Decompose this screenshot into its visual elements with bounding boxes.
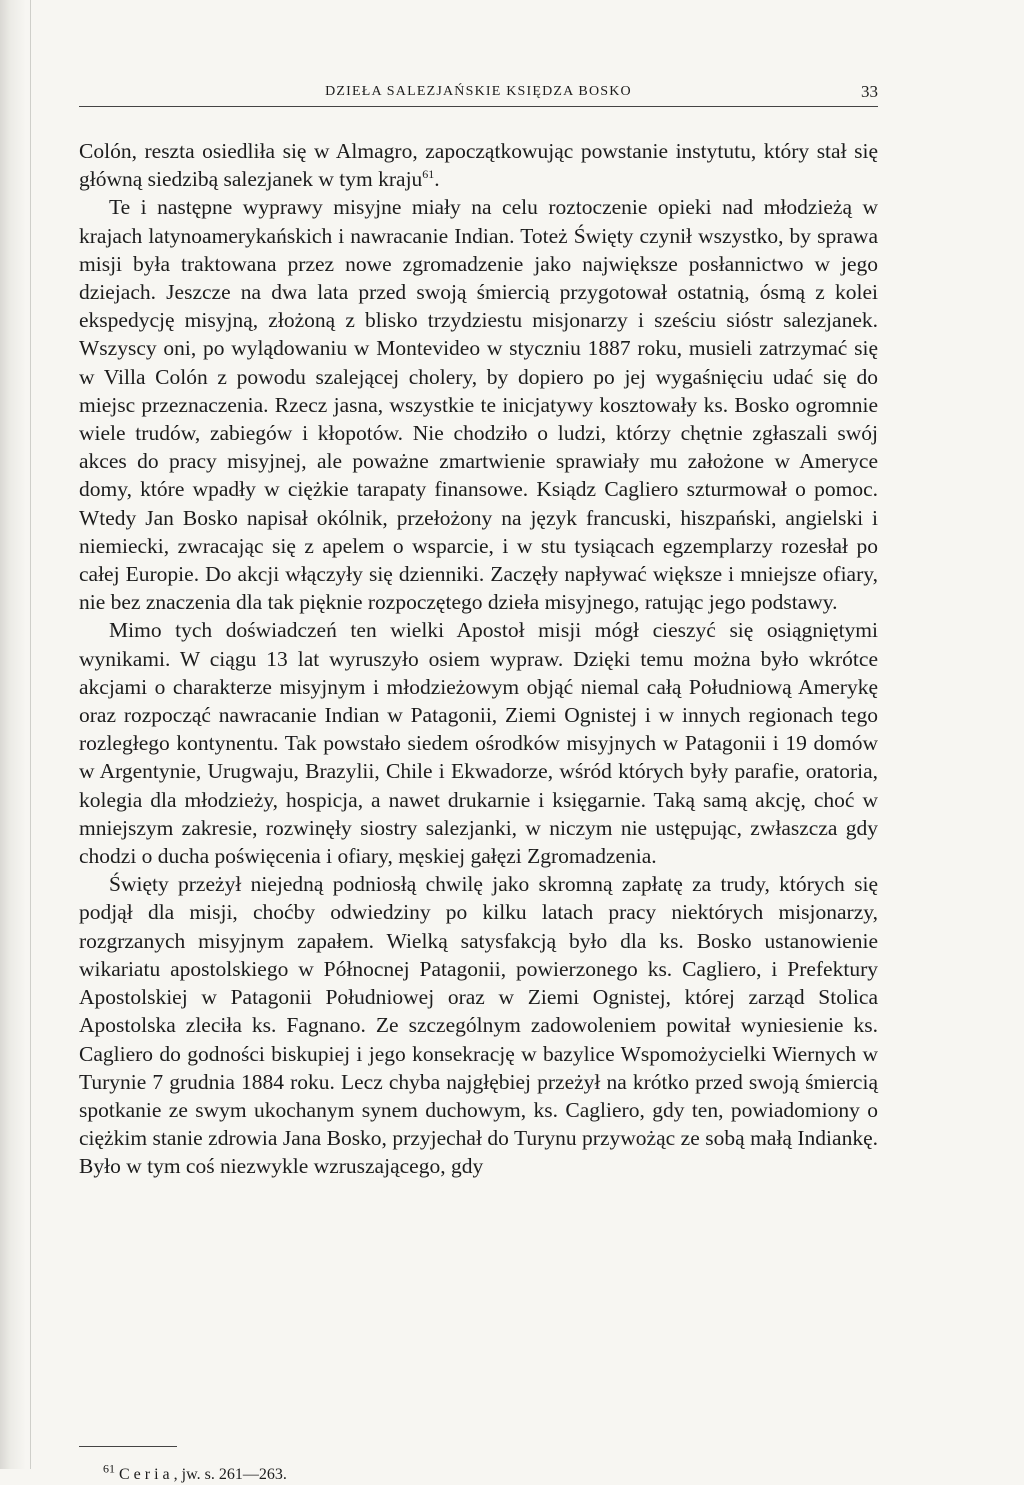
page-binding-line <box>30 0 31 1469</box>
paragraph-1 <box>79 137 878 193</box>
paragraph-1-end: . <box>434 167 440 192</box>
body-text <box>79 137 878 1181</box>
paragraph-2: Te i następne wyprawy misyjne miały na celu roztoczenie opieki nad młodzieżą w krajach latynoamerykańskich i nawracanie Indian. Toteż Święty czynił wszystko, by sprawa misji była traktowana przez nowe zgromadzenie jako największe posłannictwo w jego dziejach. Jeszcze na dwa lata przed swoją śmiercią przygotował ostatnią, ósmą z kolei ekspedycję misyjną, złożoną z blisko trzydziestu misjonarzy i sześciu sióstr salezjanek. Wszyscy oni, po wylądowaniu w Montevideo w styczniu 1887 roku, musieli zatrzymać się w Villa Colón z powodu szalejącej cholery, by dopiero po jej wygaśnięciu udać się do miejsc przeznaczenia. Rzecz jasna, wszystkie te inicjatywy kosztowały ks. Bosko ogromnie wiele trudów, zabiegów i kłopotów. Nie chodziło o ludzi, którzy chętnie zgłaszali swój akces do pracy misyjnej, ale poważne zmartwienie sprawiały mu założone w Ameryce domy, które wpadły w ciężkie tarapaty finansowe. Ksiądz Cagliero szturmował o pomoc. Wtedy Jan Bosko napisał okólnik, przełożony na język francuski, hiszpański, angielski i niemiecki, zwracając się z apelem o wsparcie, i w stu tysiącach egzemplarzy rozesłał po całej Europie. Do akcji włączyły się dzienniki. Zaczęły napływać większe i mniejsze ofiary, nie bez znaczenia dla tak pięknie rozpoczętego dzieła misyjnego, ratując jego podstawy. <box>79 195 878 615</box>
footnote-reference[interactable]: 61 <box>422 167 435 182</box>
document-page <box>79 82 878 1181</box>
footnote-author: Ceria <box>119 1466 174 1483</box>
footnotes <box>79 1446 878 1485</box>
footnote-number: 61 <box>103 1461 115 1476</box>
running-head <box>79 82 878 107</box>
footnote-citation: , jw. s. 261—263. <box>173 1466 287 1483</box>
page-binding-shadow <box>0 0 26 1469</box>
page-number: 33 <box>861 82 878 101</box>
running-title: DZIEŁA SALEZJAŃSKIE KSIĘDZA BOSKO <box>325 84 632 99</box>
paragraph-1-text: Colón, reszta osiedliła się w Almagro, zapoczątkowując powstanie instytutu, który stał się główną siedzibą salezjanek w tym kraju <box>79 139 878 192</box>
paragraph-4: Święty przeżył niejedną podniosłą chwilę jako skromną zapłatę za trudy, których się podjął dla misji, choćby odwiedziny po kilku latach pracy niektórych misjonarzy, rozgrzanych misyjnym zapałem. Wielką satysfakcją było dla ks. Bosko ustanowienie wikariatu apostolskiego w Północnej Patagonii, powierzonego ks. Cagliero, i Prefektury Apostolskiej w Patagonii Południowej oraz w Ziemi Ognistej, której zarząd Stolica Apostolska zleciła ks. Fagnano. Ze szczególnym zadowoleniem powitał wyniesienie ks. Cagliero do godności biskupiej i jego konsekrację w bazylice Wspomożycielki Wiernych w Turynie 7 grudnia 1884 roku. Lecz chyba najgłębiej przeżył na krótko przed swoją śmiercią spotkanie ze swym ukochanym synem duchowym, ks. Cagliero, gdy ten, powiadomiony o ciężkim stanie zdrowia Jana Bosko, przyjechał do Turynu przywożąc ze sobą małą Indiankę. Było w tym coś niezwykle wzruszającego, gdy <box>79 872 878 1179</box>
footnote <box>79 1461 878 1485</box>
footnote-rule <box>79 1446 177 1447</box>
paragraph-3: Mimo tych doświadczeń ten wielki Apostoł misji mógł cieszyć się osiągniętymi wynikami. W ciągu 13 lat wyruszyło osiem wypraw. Dzięki temu można było wkrótce akcjami o charakterze misyjnym i młodzieżowym objąć niemal całą Południową Amerykę oraz rozpocząć nawracanie Indian w Patagonii, Ziemi Ognistej i w innych regionach tego rozległego kontynentu. Tak powstało siedem ośrodków misyjnych w Patagonii i 19 domów w Argentynie, Urugwaju, Brazylii, Chile i Ekwadorze, wśród których były parafie, oratoria, kolegia dla młodzieży, hospicja, a nawet drukarnie i księgarnie. Taką samą akcję, choć w mniejszym zakresie, rozwinęły siostry salezjanki, w niczym nie ustępując, zwłaszcza gdy chodzi o ducha poświęcenia i ofiary, męskiej gałęzi Zgromadzenia. <box>79 618 878 869</box>
